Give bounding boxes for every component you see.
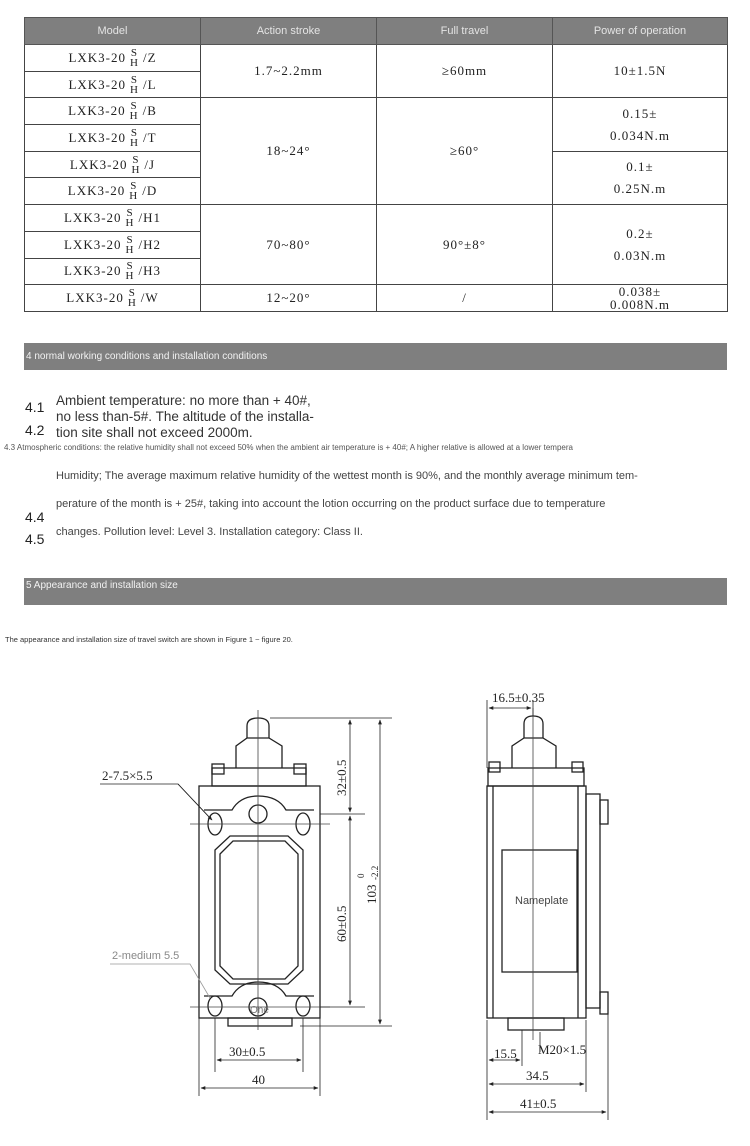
dim-103: 103 <box>364 884 379 904</box>
table-row <box>25 45 728 72</box>
actuator-collar <box>212 768 306 786</box>
model-cell: LXK3-20 S H /D <box>25 178 201 205</box>
cable-gland <box>508 1018 564 1030</box>
travel-cell: ≥60mm <box>377 45 553 98</box>
pollution-text-line: changes. Pollution level: Level 3. Installation category: Class II. <box>56 526 363 538</box>
nameplate <box>502 850 577 972</box>
mounting-hole <box>208 996 222 1016</box>
table-header-row <box>25 18 728 45</box>
model-cell: LXK3-20 S H /Z <box>25 45 201 72</box>
label-holes: 2-7.5×5.5 <box>102 768 153 783</box>
clause-number-4-2: 4.2 <box>25 422 45 438</box>
humidity-text-line: Humidity; The average maximum relative humidity of the wettest month is 90%, and the monthly average minimum tem- <box>56 470 638 482</box>
header-action-stroke: Action stroke <box>201 18 377 45</box>
cover-plate <box>586 794 600 1008</box>
model-cell: LXK3-20 S H /T <box>25 125 201 152</box>
spec-table <box>24 17 728 312</box>
stroke-cell: 1.7~2.2mm <box>201 45 377 98</box>
model-cell: LXK3-20 S H /J <box>25 151 201 178</box>
dimension-drawing <box>0 680 750 1140</box>
dim-32: 32±0.5 <box>334 759 349 796</box>
mounting-hole <box>296 996 310 1016</box>
actuator-head <box>512 738 556 768</box>
label-medium: 2-medium 5.5 <box>112 950 180 962</box>
dim-30: 30±0.5 <box>229 1044 266 1059</box>
actuator-collar <box>488 768 584 786</box>
dim-103-tol-bottom: -2.2 <box>370 865 380 880</box>
dim-16-5: 16.5±0.35 <box>492 690 545 705</box>
clause-number-4-5: 4.5 <box>25 531 45 547</box>
label-one: One <box>250 1005 269 1016</box>
travel-cell: 90°±8° <box>377 205 553 285</box>
stroke-cell: 12~20° <box>201 285 377 312</box>
header-power-of-operation: Power of operation <box>553 18 728 45</box>
stroke-cell: 70~80° <box>201 205 377 285</box>
model-cell: LXK3-20 S H /H2 <box>25 231 201 258</box>
table-row <box>25 285 728 312</box>
model-cell: LXK3-20 S H /H1 <box>25 205 201 232</box>
power-cell: 0.15± 0.034N.m <box>553 98 728 151</box>
travel-cell: ≥60° <box>377 98 553 205</box>
plunger-top <box>524 716 543 738</box>
dim-103-tol-top: 0 <box>356 873 366 878</box>
clause-number-4-4: 4.4 <box>25 509 45 525</box>
table-row <box>25 205 728 232</box>
atmospheric-conditions-text: 4.3 Atmospheric conditions: the relative humidity shall not exceed 50% when the ambient air temperature is + 40#; A higher relative is allowed at a lower tempera <box>4 443 573 452</box>
cable-entry <box>228 1018 292 1026</box>
section-4-title: 4 normal working conditions and installation conditions <box>24 343 727 370</box>
header-model: Model <box>25 18 201 45</box>
nameplate-label: Nameplate <box>515 895 569 907</box>
dim-15-5: 15.5 <box>494 1046 517 1061</box>
thread-label: M20×1.5 <box>538 1042 587 1057</box>
model-cell: LXK3-20 S H /L <box>25 71 201 98</box>
clause-number-4-1: 4.1 <box>25 399 45 415</box>
inner-recess <box>215 836 303 984</box>
power-cell: 0.2± 0.03N.m <box>553 205 728 285</box>
travel-cell: / <box>377 285 553 312</box>
dim-40: 40 <box>252 1072 265 1087</box>
actuator-head <box>236 738 282 768</box>
dim-41: 41±0.5 <box>520 1096 557 1111</box>
model-cell: LXK3-20 S H /H3 <box>25 258 201 285</box>
ambient-temperature-text: Ambient temperature: no more than + 40#, no less than-5#. The altitude of the installa- tion site shall not exceed 2000m. <box>56 393 314 440</box>
table-row <box>25 98 728 125</box>
stroke-cell: 18~24° <box>201 98 377 205</box>
side-view <box>487 716 608 1030</box>
switch-body <box>199 786 320 1018</box>
power-cell: 0.038± 0.008N.m <box>553 285 728 312</box>
humidity-text-line: perature of the month is + 25#, taking into account the lotion occurring on the product surface due to temperature <box>56 498 606 510</box>
front-view <box>199 718 320 1026</box>
model-cell: LXK3-20 S H /B <box>25 98 201 125</box>
figure-intro-text: The appearance and installation size of travel switch are shown in Figure 1 ~ figure 20. <box>5 635 293 644</box>
dim-60: 60±0.5 <box>334 905 349 942</box>
power-cell: 0.1± 0.25N.m <box>553 151 728 204</box>
header-full-travel: Full travel <box>377 18 553 45</box>
section-5-title: 5 Appearance and installation size <box>24 578 727 605</box>
power-cell: 10±1.5N <box>553 45 728 98</box>
dim-34-5: 34.5 <box>526 1068 549 1083</box>
model-cell: LXK3-20 S H /W <box>25 285 201 312</box>
